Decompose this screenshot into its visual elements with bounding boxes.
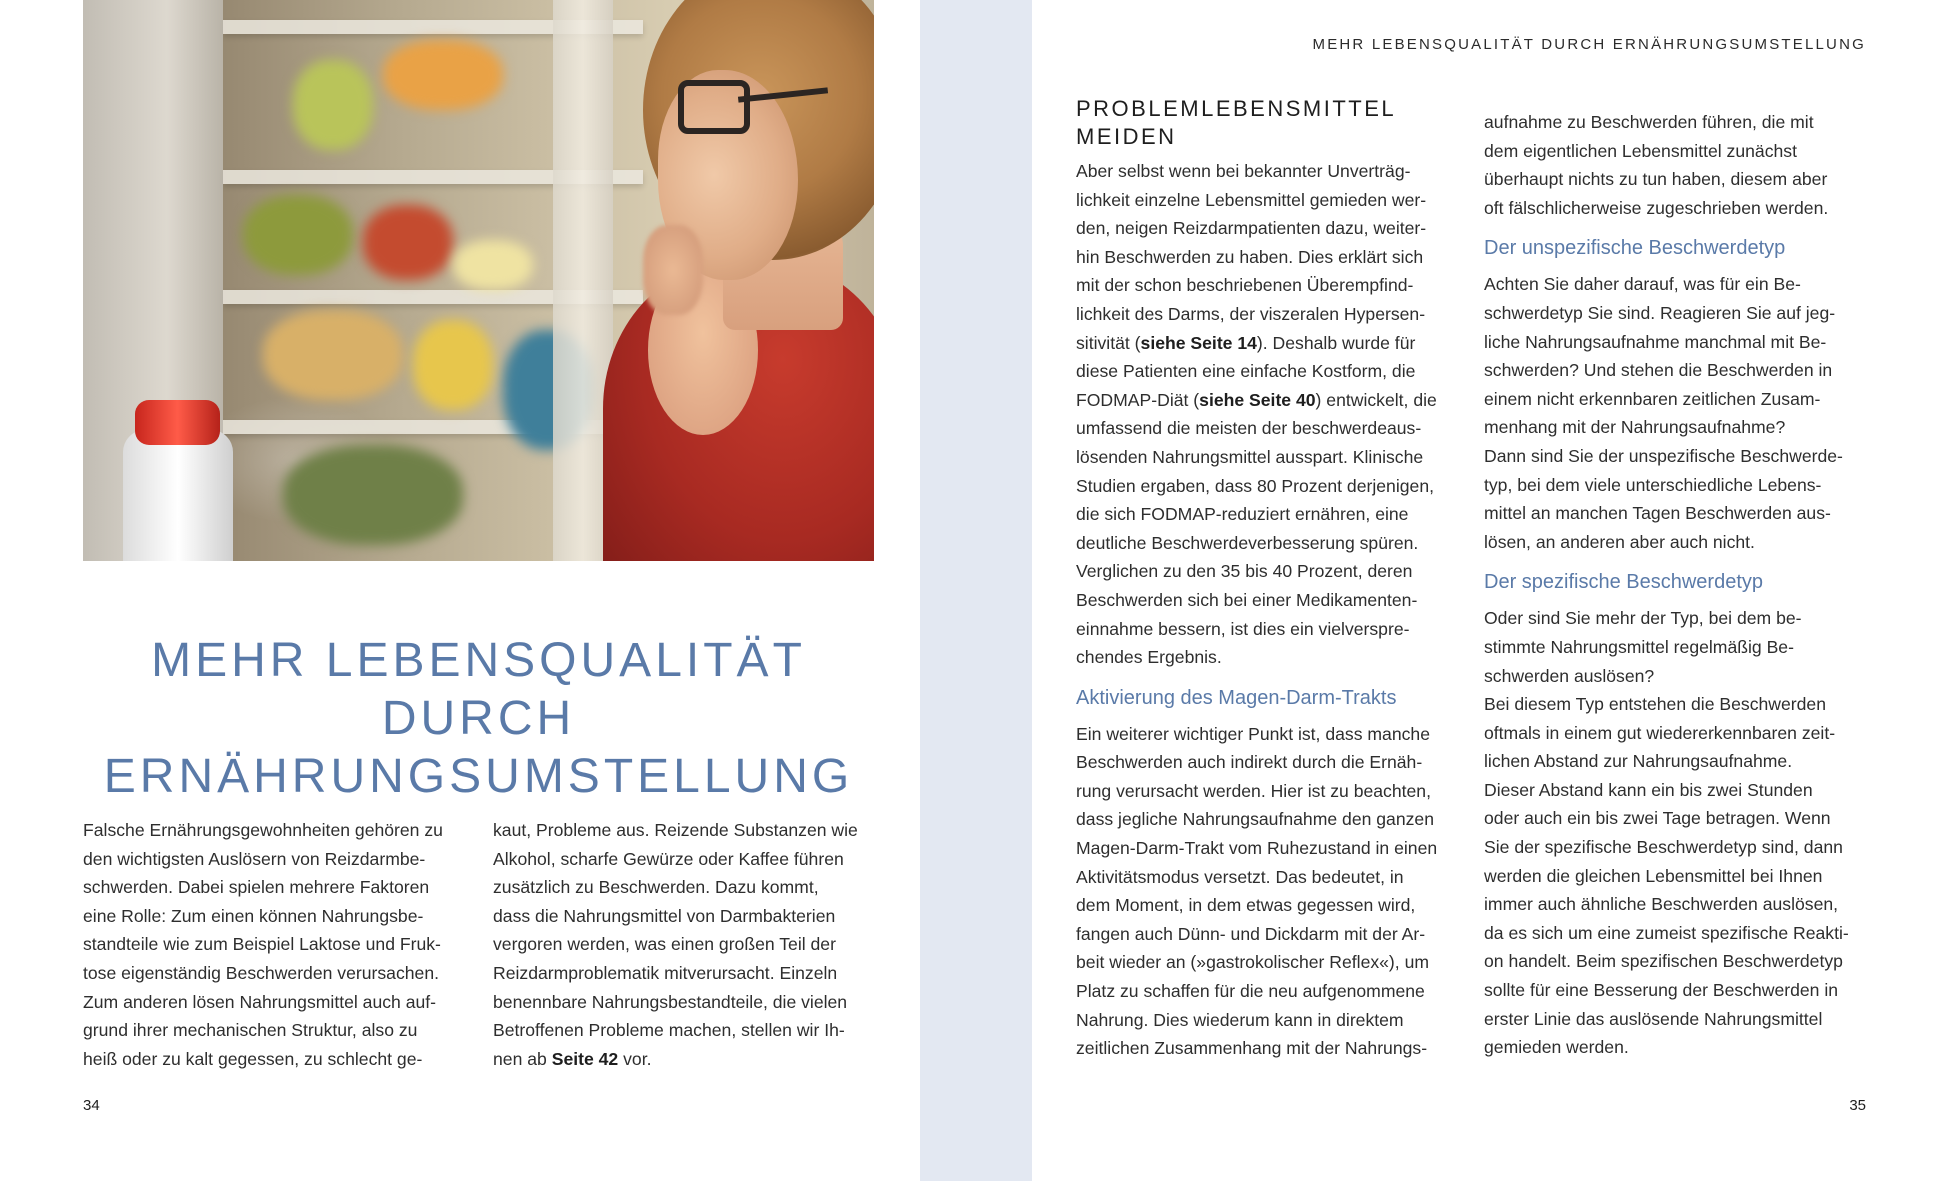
paragraph-problemlebensmittel	[1076, 157, 1476, 672]
photo-food-item	[283, 445, 463, 545]
paragraph-text: ) entwickelt, die umfassend die meisten der beschwerdeaus- lösenden Nahrungsmittel ausspart. Klinische Studien ergaben, dass 80 Prozent derjenigen, die sich FODMAP-reduziert ernähren, eine deutliche Beschwerdeverbesserung spüren. Verglichen zu den 35 bis 40 Prozent, deren Beschwerden sich bei einer Medikamenten- einnahme bessern, ist dies ein vielverspre- chendes Ergebnis.	[1076, 389, 1437, 668]
intro-paragraph-2	[493, 816, 893, 1073]
paragraph-spezifisch: Oder sind Sie mehr der Typ, bei dem be- stimmte Nahrungsmittel regelmäßig Be- schwerden auslösen? Bei diesem Typ entstehen die Beschwerden oftmals in einem gut wiedererkennbaren zeit- lichen Abstand zur Nahrungsaufnahme. Dieser Abstand kann ein bis zwei Stunden oder auch ein bis zwei Tage betragen. Wenn Sie der spezifische Beschwerdetyp sind, dann werden die gleichen Lebensmittel bei Ihnen immer auch ähnliche Beschwerden auslösen, da es sich um eine zumeist spezifische Reakti- on handelt. Beim spezifischen Beschwerdetyp sollte für eine Besserung der Beschwerden in erster Linie das auslösende Nahrungsmittel gemieden werden.	[1484, 608, 1849, 1058]
subhead-aktivierung: Aktivierung des Magen-Darm-Trakts	[1076, 686, 1397, 709]
photo-food-item	[453, 240, 533, 290]
page-reference-42: Seite 42	[551, 1048, 619, 1069]
fridge-photo	[83, 0, 874, 561]
subhead-spezifisch: Der spezifische Beschwerdetyp	[1484, 571, 1764, 594]
subhead-unspezifisch: Der unspezifische Beschwerdetyp	[1484, 237, 1786, 260]
photo-bottle-cap	[135, 400, 220, 445]
chapter-headline: MEHR LEBENSQUALITÄT DURCH ERNÄHRUNGSUMSTELLUNG	[103, 634, 854, 803]
page-reference-40: siehe Seite 40	[1199, 389, 1316, 410]
photo-hand	[643, 225, 703, 315]
paragraph-text: Aber selbst wenn bei bekannter Unverträg- lichkeit einzelne Lebensmittel gemieden wer- den, neigen Reizdarmpatienten dazu, weiter- hin Beschwerden zu haben. Dies erklärt sich mit der schon beschriebenen Überempfind- lichkeit des Darms, der viszeralen Hypersen- sitivität (	[1076, 161, 1427, 353]
page-number-left: 34	[83, 1097, 100, 1114]
page-reference-14: siehe Seite 14	[1140, 332, 1257, 353]
section-title: PROBLEMLEBENSMITTEL MEIDEN	[1076, 96, 1397, 149]
photo-bottle	[123, 430, 233, 561]
left-column-2	[493, 816, 893, 1073]
left-column-1	[83, 816, 483, 1073]
page-number-right: 35	[1849, 1097, 1866, 1114]
intro-text-end: vor.	[618, 1048, 652, 1069]
paragraph-unspezifisch: Achten Sie daher darauf, was für ein Be- schwerdetyp Sie sind. Reagieren Sie auf jeg- liche Nahrungsaufnahme manchmal mit Be- schwerden? Und stehen die Beschwerden in einem nicht erkennbaren zeitlichen Zusam- menhang mit der Nahrungsaufnahme? Dann sind Sie der unspezifische Beschwerde- typ, bei dem viele unterschiedliche Lebens- mittel an manchen Tagen Beschwerden aus- lösen, an anderen aber auch nicht.	[1484, 274, 1843, 552]
photo-food-item	[243, 195, 353, 275]
running-head: MEHR LEBENSQUALITÄT DURCH ERNÄHRUNGSUMSTELLUNG	[1312, 36, 1866, 53]
paragraph-continuation: aufnahme zu Beschwerden führen, die mit dem eigentlichen Lebensmittel zunächst überhaupt nichts zu tun haben, diesem aber oft fälschlicherweise zugeschrieben werden.	[1484, 112, 1829, 218]
photo-glasses	[678, 80, 750, 134]
photo-food-item	[263, 310, 403, 400]
photo-food-item	[413, 320, 493, 410]
right-column-1	[1076, 95, 1476, 1063]
paragraph-aktivierung: Ein weiterer wichtiger Punkt ist, dass manche Beschwerden auch indirekt durch die Ernäh- rung verursacht werden. Hier ist zu beachten, dass jegliche Nahrungsaufnahme den ganzen Magen-Darm-Trakt vom Ruhezustand in einen Aktivitätsmodus versetzt. Das bedeutet, in dem Moment, in dem etwas gegessen wird, fangen auch Dünn- und Dickdarm mit der Ar- beit wieder an (»gastrokolischer Reflex«), um Platz zu schaffen für die neu aufgenommene Nahrung. Dies wiederum kann in direktem zeitlichen Zusammenhang mit der Nahrungs-	[1076, 723, 1438, 1059]
photo-food-item	[293, 60, 373, 150]
photo-food-item	[363, 205, 453, 280]
intro-text: kaut, Probleme aus. Reizende Substanzen wie Alkohol, scharfe Gewürze oder Kaffee führen zusätzlich zu Beschwerden. Dazu kommt, dass die Nahrungsmittel von Darmbakterien vergoren werden, was einen großen Teil der Reizdarmproblematik mitverursacht. Einzeln benennbare Nahrungsbestandteile, die vielen Betroffenen Probleme machen, stellen wir Ih- nen ab	[493, 820, 858, 1069]
paragraph-text: ). Deshalb wurde für diese Patienten eine einfache Kostform, die FODMAP-Diät (	[1076, 332, 1416, 410]
left-page	[0, 0, 920, 1181]
book-gutter	[920, 0, 1032, 1181]
right-column-2	[1484, 108, 1884, 1062]
intro-paragraph-1: Falsche Ernährungsgewohnheiten gehören zu den wichtigsten Auslösern von Reizdarmbe- schwerden. Dabei spielen mehrere Faktoren eine Rolle: Zum einen können Nahrungsbe- standteile wie zum Beispiel Laktose und Fruk- tose eigenständig Beschwerden verursachen. Zum anderen lösen Nahrungsmittel auch auf- grund ihrer mechanischen Struktur, also zu heiß oder zu kalt gegessen, zu schlecht ge-	[83, 820, 443, 1069]
photo-food-item	[383, 40, 503, 110]
